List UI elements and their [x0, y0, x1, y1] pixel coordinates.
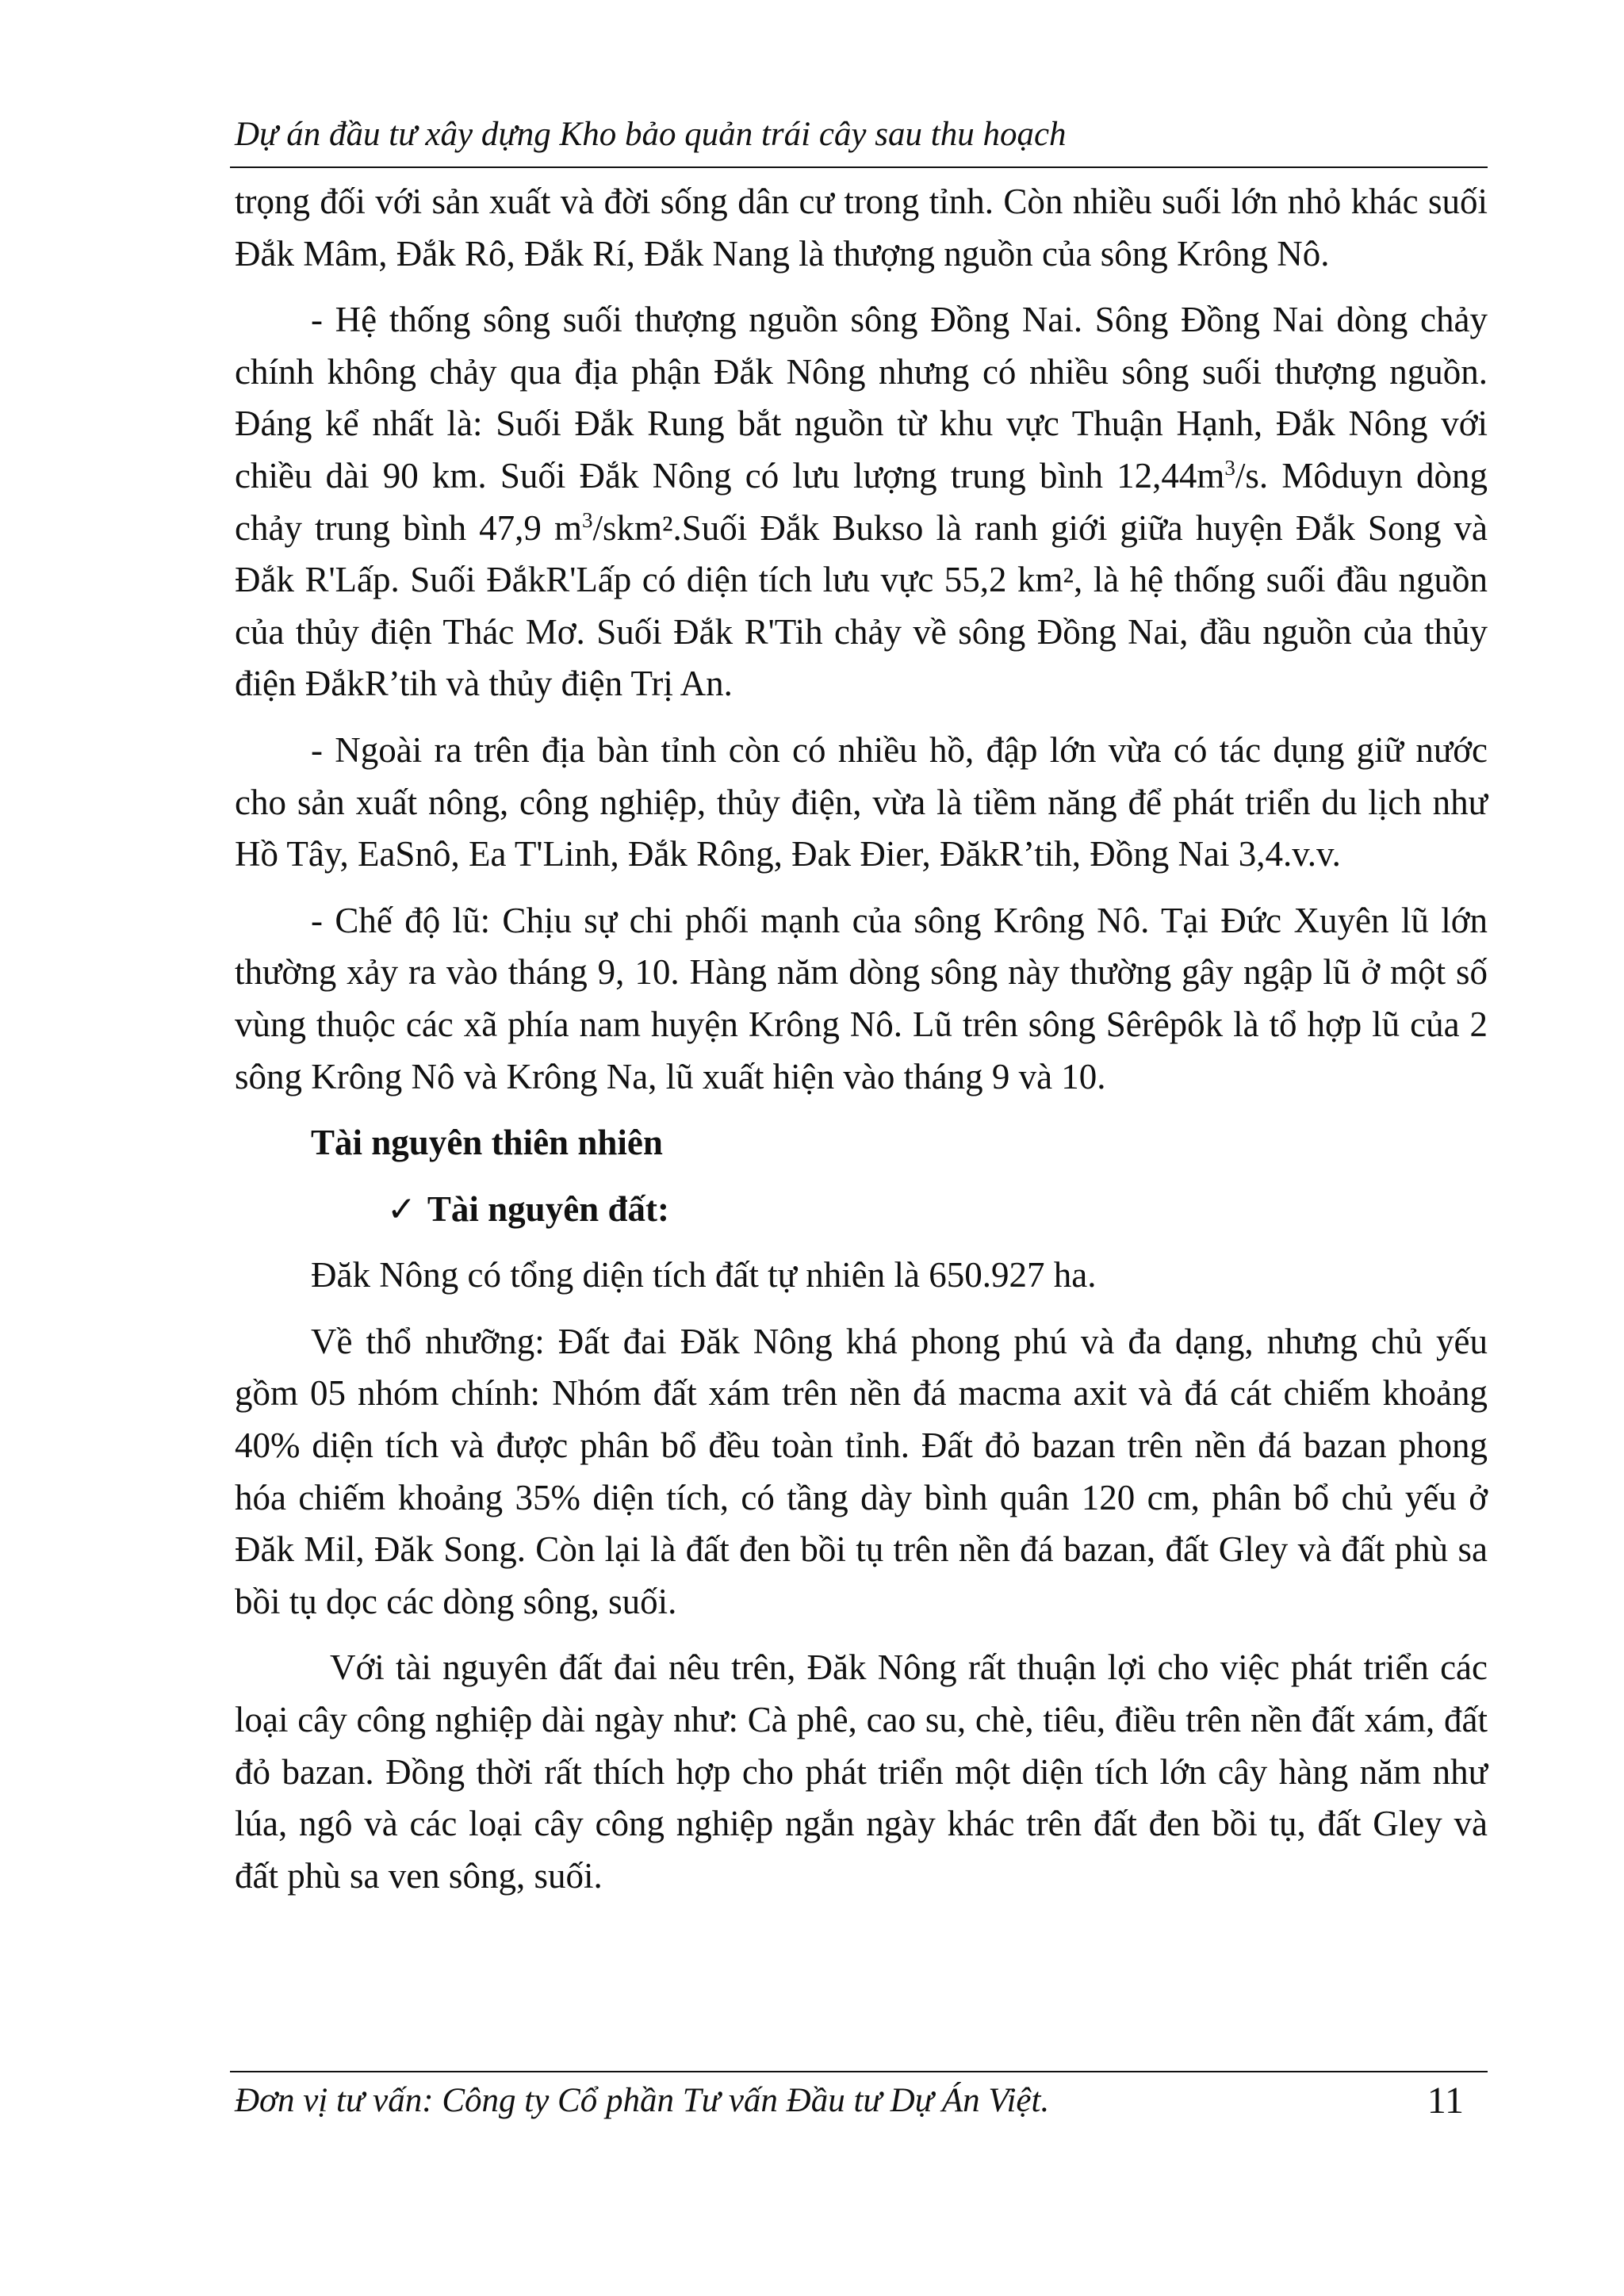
page-number: 11 — [1427, 2080, 1464, 2122]
header-divider — [230, 166, 1488, 168]
paragraph-text: /s. Môduyn dòng chảy trung bình 47,9 m — [235, 455, 1488, 548]
footer-consultant: Đơn vị tư vấn: Công ty Cổ phần Tư vấn Đầu tư Dự Án Việt. — [235, 2082, 1050, 2119]
page-footer — [235, 2077, 1488, 2125]
superscript: 3 — [581, 507, 593, 532]
paragraph-land-area: Đăk Nông có tổng diện tích đất tự nhiên là 650.927 ha. — [311, 1255, 1097, 1295]
subsection-heading-text: Tài nguyên đất: — [427, 1188, 669, 1229]
footer-divider — [230, 2071, 1488, 2072]
paragraph-soil-types: Về thổ nhưỡng: Đất đai Đăk Nông khá phong phú và đa dạng, nhưng chủ yếu gồm 05 nhóm chính: Nhóm đất xám trên nền đá macma axit và đá cát chiếm khoảng 40% diện tích và được phân bổ đều toàn tỉnh. Đất đỏ bazan trên nền đá bazan phong hóa chiếm khoảng 35% diện tích, có tầng dày bình quân 120 cm, phân bổ chủ yếu ở Đăk Mil, Đăk Song. Còn lại là đất đen bồi tụ trên nền đá bazan, đất Gley và đất phù sa bồi tụ dọc các dòng sông, suối. — [235, 1321, 1488, 1621]
paragraph-flood-regime: - Chế độ lũ: Chịu sự chi phối mạnh của sông Krông Nô. Tại Đức Xuyên lũ lớn thường xảy ra vào tháng 9, 10. Hàng năm dòng sông này thường gây ngập lũ ở một số vùng thuộc các xã phía nam huyện Krông Nô. Lũ trên sông Sêrêpôk là tổ hợp lũ của 2 sông Krông Nô và Krông Na, lũ xuất hiện vào tháng 9 và 10. — [235, 900, 1488, 1096]
paragraph-land-potential: Với tài nguyên đất đai nêu trên, Đăk Nông rất thuận lợi cho việc phát triển các loại cây công nghiệp dài ngày như: Cà phê, cao su, chè, tiêu, điều trên nền đất xám, đất đỏ bazan. Đồng thời rất thích hợp cho phát triển một diện tích lớn cây hàng năm như lúa, ngô và các loại cây công nghiệp ngắn ngày khác trên đất đen bồi tụ, đất Gley và đất phù sa ven sông, suối. — [235, 1647, 1488, 1896]
page-header: Dự án đầu tư xây dựng Kho bảo quản trái cây sau thu hoạch — [235, 116, 1067, 153]
subsection-heading — [235, 1184, 1488, 1236]
paragraph-text: - Hệ thống sông suối thượng nguồn sông Đồng Nai. Sông Đồng Nai dòng chảy chính không chảy qua địa phận Đắk Nông nhưng có nhiều sông suối thượng nguồn. Đáng kể nhất là: Suối Đắk Rung bắt nguồn từ khu vực Thuận Hạnh, Đắk Nông với chiều dài 90 km. Suối Đắk Nông có lưu lượng trung bình 12,44m — [235, 300, 1488, 496]
superscript: 3 — [1224, 455, 1235, 480]
paragraph-continuation: trọng đối với sản xuất và đời sống dân cư trong tỉnh. Còn nhiều suối lớn nhỏ khác suối Đắk Mâm, Đắk Rô, Đắk Rí, Đắk Nang là thượng nguồn của sông Krông Nô. — [235, 182, 1488, 274]
paragraph-lakes-dams: - Ngoài ra trên địa bàn tỉnh còn có nhiều hồ, đập lớn vừa có tác dụng giữ nước cho sản xuất nông, công nghiệp, thủy điện, vừa là tiềm năng để phát triển du lịch như Hồ Tây, EaSnô, Ea T'Linh, Đắk Rông, Đak Đier, ĐăkR’tih, Đồng Nai 3,4.v.v. — [235, 729, 1488, 874]
paragraph-dong-nai-river-system — [235, 294, 1488, 710]
checkmark-icon: ✓ — [387, 1188, 416, 1230]
paragraph-text: /skm².Suối Đắk Bukso là ranh giới giữa huyện Đắk Song và Đắk R'Lấp. Suối ĐắkR'Lấp có diện tích lưu vực 55,2 km², là hệ thống suối đầu nguồn của thủy điện Thác Mơ. Suối Đắk R'Tih chảy về sông Đồng Nai, đầu nguồn của thủy điện ĐắkR’tih và thủy điện Trị An. — [235, 507, 1488, 704]
section-heading: Tài nguyên thiên nhiên — [311, 1123, 663, 1163]
page-body — [235, 176, 1488, 1916]
